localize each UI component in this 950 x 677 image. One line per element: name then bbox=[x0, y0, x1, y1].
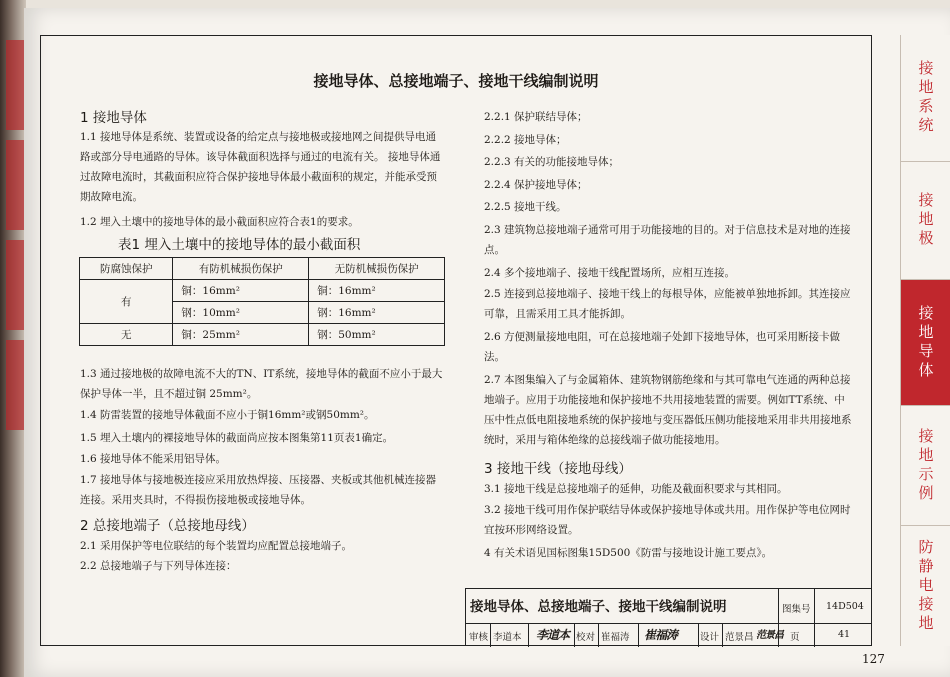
section-2-heading: 2 总接地端子（总接地母线） bbox=[80, 518, 255, 534]
para-2-2-3: 2.2.3 有关的功能接地导体； bbox=[484, 156, 620, 168]
sidebar-tab-grounding-conductor[interactable] bbox=[901, 279, 950, 405]
para-2-2-4: 2.2.4 保护接地导体； bbox=[484, 179, 588, 191]
divider bbox=[698, 623, 699, 647]
para-1-1: 1.1 接地导体是系统、装置或设备的给定点与接地极或接地网之间提供导电通路或部分导电通路的导体。该导体截面积选择与通过的电流有关。 接地导体通过故障电流时，其截面积应符合保护接地导体最小截面积的规定，并能承受预期故障电流。 bbox=[80, 131, 441, 203]
divider bbox=[814, 589, 815, 647]
row-label-you: 有 bbox=[80, 280, 173, 324]
table-cell: 铜：16mm² bbox=[173, 280, 309, 302]
para-1-2: 1.2 埋入土壤中的接地导体的最小截面积应符合表1的要求。 bbox=[80, 216, 359, 228]
table-cell: 铜：16mm² bbox=[309, 280, 445, 302]
divider bbox=[574, 623, 575, 647]
atlas-number: 14D504 bbox=[826, 601, 864, 612]
book-page-number: 127 bbox=[862, 652, 885, 666]
spine-tab bbox=[6, 340, 26, 430]
proof-label: 校对 bbox=[576, 632, 596, 643]
spine-tab bbox=[6, 140, 26, 230]
table-row bbox=[80, 280, 445, 302]
sheet-page-number: 41 bbox=[838, 629, 851, 640]
table-cell: 钢：50mm² bbox=[309, 324, 445, 346]
row-label-wu: 无 bbox=[80, 324, 173, 346]
para-2-2-5: 2.2.5 接地干线。 bbox=[484, 201, 567, 213]
para-2-1: 2.1 采用保护等电位联结的每个装置均应配置总接地端子。 bbox=[80, 540, 353, 552]
para-2-6: 2.6 方便测量接地电阻，可在总接地端子处卸下接地导体，也可采用断接卡做法。 bbox=[484, 331, 841, 363]
para-3-1: 3.1 接地干线是总接地端子的延伸，功能及截面积要求与其相同。 bbox=[484, 483, 788, 495]
chapter-sidebar bbox=[900, 35, 950, 646]
proof-signature: 崔福涛 bbox=[644, 628, 678, 642]
para-1-5: 1.5 埋入土壤内的裸接地导体的截面尚应按本图集第11页表1确定。 bbox=[80, 432, 394, 444]
header-cell: 无防机械损伤保护 bbox=[309, 258, 445, 280]
title-block-title: 接地导体、总接地端子、接地干线编制说明 bbox=[470, 599, 727, 615]
sidebar-tab-grounding-examples[interactable] bbox=[901, 405, 950, 525]
sidebar-tab-grounding-system[interactable] bbox=[901, 35, 950, 161]
title-block bbox=[465, 588, 872, 646]
tab-label: 防静电接地 bbox=[916, 538, 935, 634]
para-2-7: 2.7 本图集编入了与金属箱体、建筑物钢筋绝缘和与其可靠电气连通的两种总接地端子。应用于功能接地和保护接地不共用接地装置的需要。例如TT系统、中压中性点低电阻接地系统的保护接地与变压器低压侧功能接地采用非共用接地系统时，采用与箱体绝缘的总接线端子做功能接地用。 bbox=[484, 374, 852, 446]
para-2-2-1: 2.2.1 保护联结导体； bbox=[484, 111, 588, 123]
sidebar-tab-antistatic[interactable] bbox=[901, 525, 950, 646]
header-cell: 有防机械损伤保护 bbox=[173, 258, 309, 280]
header-cell: 防腐蚀保护 bbox=[80, 258, 173, 280]
spine-tabs bbox=[6, 40, 26, 440]
para-1-4: 1.4 防雷装置的接地导体截面不应小于铜16mm²或钢50mm²。 bbox=[80, 409, 375, 421]
proof-name: 崔福涛 bbox=[601, 632, 630, 643]
divider bbox=[490, 623, 491, 647]
review-label: 审核 bbox=[469, 632, 489, 643]
review-name: 李道本 bbox=[493, 632, 522, 643]
atlas-label: 图集号 bbox=[782, 604, 811, 615]
tab-label: 接地示例 bbox=[916, 427, 935, 504]
para-1-7: 1.7 接地导体与接地极连接应采用放热焊接、压接器、夹板或其他机械连接器连接。采用夹具时，不得损伤接地极或接地导体。 bbox=[80, 474, 437, 506]
para-2-3: 2.3 建筑物总接地端子通常可用于功能接地的目的。对于信息技术是对地的连接点。 bbox=[484, 224, 851, 256]
sidebar-tab-ground-electrode[interactable] bbox=[901, 161, 950, 279]
design-name: 范景昌 bbox=[725, 632, 754, 643]
divider bbox=[722, 623, 723, 647]
section-1-heading: 1 接地导体 bbox=[80, 110, 147, 126]
divider bbox=[598, 623, 599, 647]
para-2-4: 2.4 多个接地端子、接地干线配置场所，应相互连接。 bbox=[484, 267, 736, 279]
spine-tab bbox=[6, 40, 26, 130]
design-signature: 范景昌 bbox=[756, 630, 783, 641]
para-2-5: 2.5 连接到总接地端子、接地干线上的每根导体，应能被单独地拆卸。其连接应可靠，且需采用工具才能拆卸。 bbox=[484, 288, 851, 320]
table-cell: 钢：16mm² bbox=[309, 302, 445, 324]
tab-label: 接地系统 bbox=[916, 60, 935, 136]
table-cell: 铜：25mm² bbox=[173, 324, 309, 346]
book-spine bbox=[0, 0, 26, 677]
para-1-6: 1.6 接地导体不能采用铝导体。 bbox=[80, 453, 227, 465]
para-2-2: 2.2 总接地端子与下列导体连接： bbox=[80, 560, 237, 572]
para-2-2-2: 2.2.2 接地导体； bbox=[484, 134, 567, 146]
para-4: 4 有关术语见国标图集15D500《防雷与接地设计施工要点》。 bbox=[484, 547, 773, 559]
page-label: 页 bbox=[790, 632, 800, 643]
para-1-3: 1.3 通过接地极的故障电流不大的TN、IT系统，接地导体的截面不应小于最大保护导体一半，且不超过铜 25mm²。 bbox=[80, 368, 443, 400]
table-caption: 表1 埋入土壤中的接地导体的最小截面积 bbox=[118, 237, 361, 253]
page-title: 接地导体、总接地端子、接地干线编制说明 bbox=[313, 72, 599, 90]
table-row bbox=[80, 324, 445, 346]
review-signature: 李道本 bbox=[536, 628, 570, 642]
design-label: 设计 bbox=[700, 632, 720, 643]
spine-tab bbox=[6, 240, 26, 330]
table-row bbox=[80, 258, 445, 280]
divider bbox=[638, 623, 639, 647]
tab-label: 接地极 bbox=[916, 192, 935, 249]
tab-label: 接地导体 bbox=[916, 304, 935, 381]
min-section-table bbox=[79, 257, 445, 346]
para-3-2: 3.2 接地干线可用作保护联结导体或保护接地导体或共用。用作保护等电位网时宜按环形网络设置。 bbox=[484, 504, 851, 536]
divider bbox=[466, 623, 872, 624]
section-3-heading: 3 接地干线（接地母线） bbox=[484, 461, 632, 477]
table-cell: 钢：10mm² bbox=[173, 302, 309, 324]
divider bbox=[528, 623, 529, 647]
